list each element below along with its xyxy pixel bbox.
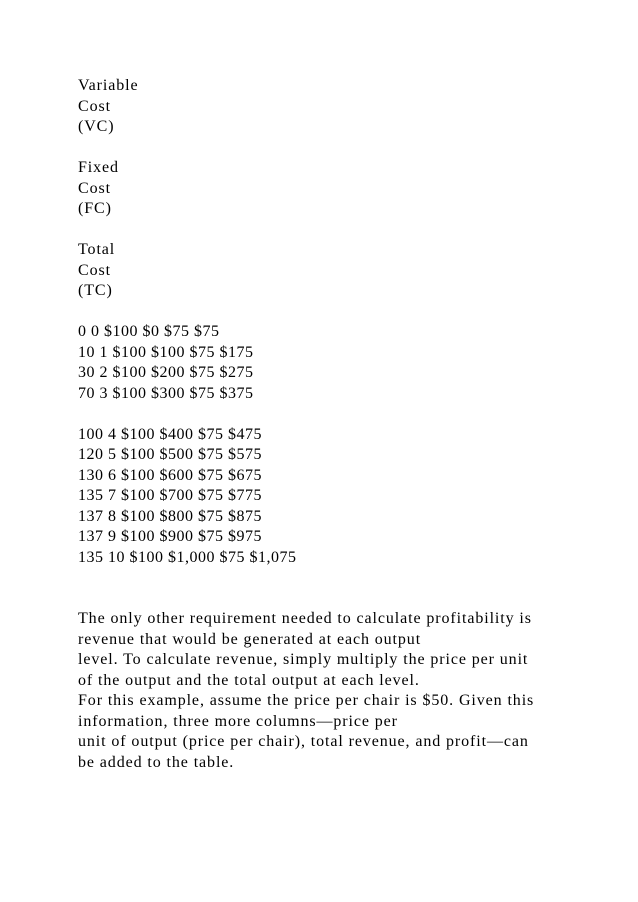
cost-table-group-2: [78, 425, 558, 569]
paragraph-line: information, three more columns—price per: [78, 712, 398, 730]
table-row: 137 8 $100 $800 $75 $875: [78, 507, 262, 525]
fixed-cost-header: [78, 158, 558, 220]
spacer: [78, 568, 558, 609]
total-cost-header: [78, 240, 558, 302]
paragraph-line: be added to the table.: [78, 753, 235, 771]
paragraph-line: unit of output (price per chair), total revenue, and profit—can: [78, 733, 529, 750]
table-row: 100 4 $100 $400 $75 $475: [78, 425, 262, 443]
paragraph-line: For this example, assume the price per chair is $50. Given this: [78, 692, 535, 709]
header-line: (FC): [78, 200, 112, 217]
cost-table-group-1: [78, 322, 558, 404]
spacer: [78, 220, 558, 241]
explanation-paragraph: [78, 609, 558, 773]
paragraph-line: level. To calculate revenue, simply multiply the price per unit: [78, 651, 529, 668]
paragraph-line: The only other requirement needed to calculate profitability is: [78, 610, 532, 627]
table-row: 30 2 $100 $200 $75 $275: [78, 364, 254, 381]
paragraph-line: of the output and the total output at each level.: [78, 671, 420, 689]
variable-cost-header: [78, 76, 558, 138]
header-line: Total: [78, 241, 116, 258]
table-row: 70 3 $100 $300 $75 $375: [78, 384, 254, 402]
paragraph-line: revenue that would be generated at each output: [78, 630, 422, 648]
table-row: 10 1 $100 $100 $75 $175: [78, 343, 254, 361]
table-row: 135 10 $100 $1,000 $75 $1,075: [78, 548, 297, 566]
table-row: 137 9 $100 $900 $75 $975: [78, 528, 262, 545]
header-line: (TC): [78, 282, 113, 299]
header-line: Variable: [78, 77, 139, 94]
header-line: Cost: [78, 179, 111, 197]
header-line: Fixed: [78, 159, 119, 176]
table-row: 0 0 $100 $0 $75 $75: [78, 323, 220, 340]
document-page: [78, 76, 558, 773]
spacer: [78, 404, 558, 425]
header-line: (VC): [78, 118, 115, 135]
spacer: [78, 138, 558, 159]
spacer: [78, 302, 558, 323]
header-line: Cost: [78, 97, 111, 115]
table-row: 120 5 $100 $500 $75 $575: [78, 446, 262, 463]
header-line: Cost: [78, 261, 111, 279]
table-row: 130 6 $100 $600 $75 $675: [78, 466, 262, 484]
table-row: 135 7 $100 $700 $75 $775: [78, 487, 262, 504]
